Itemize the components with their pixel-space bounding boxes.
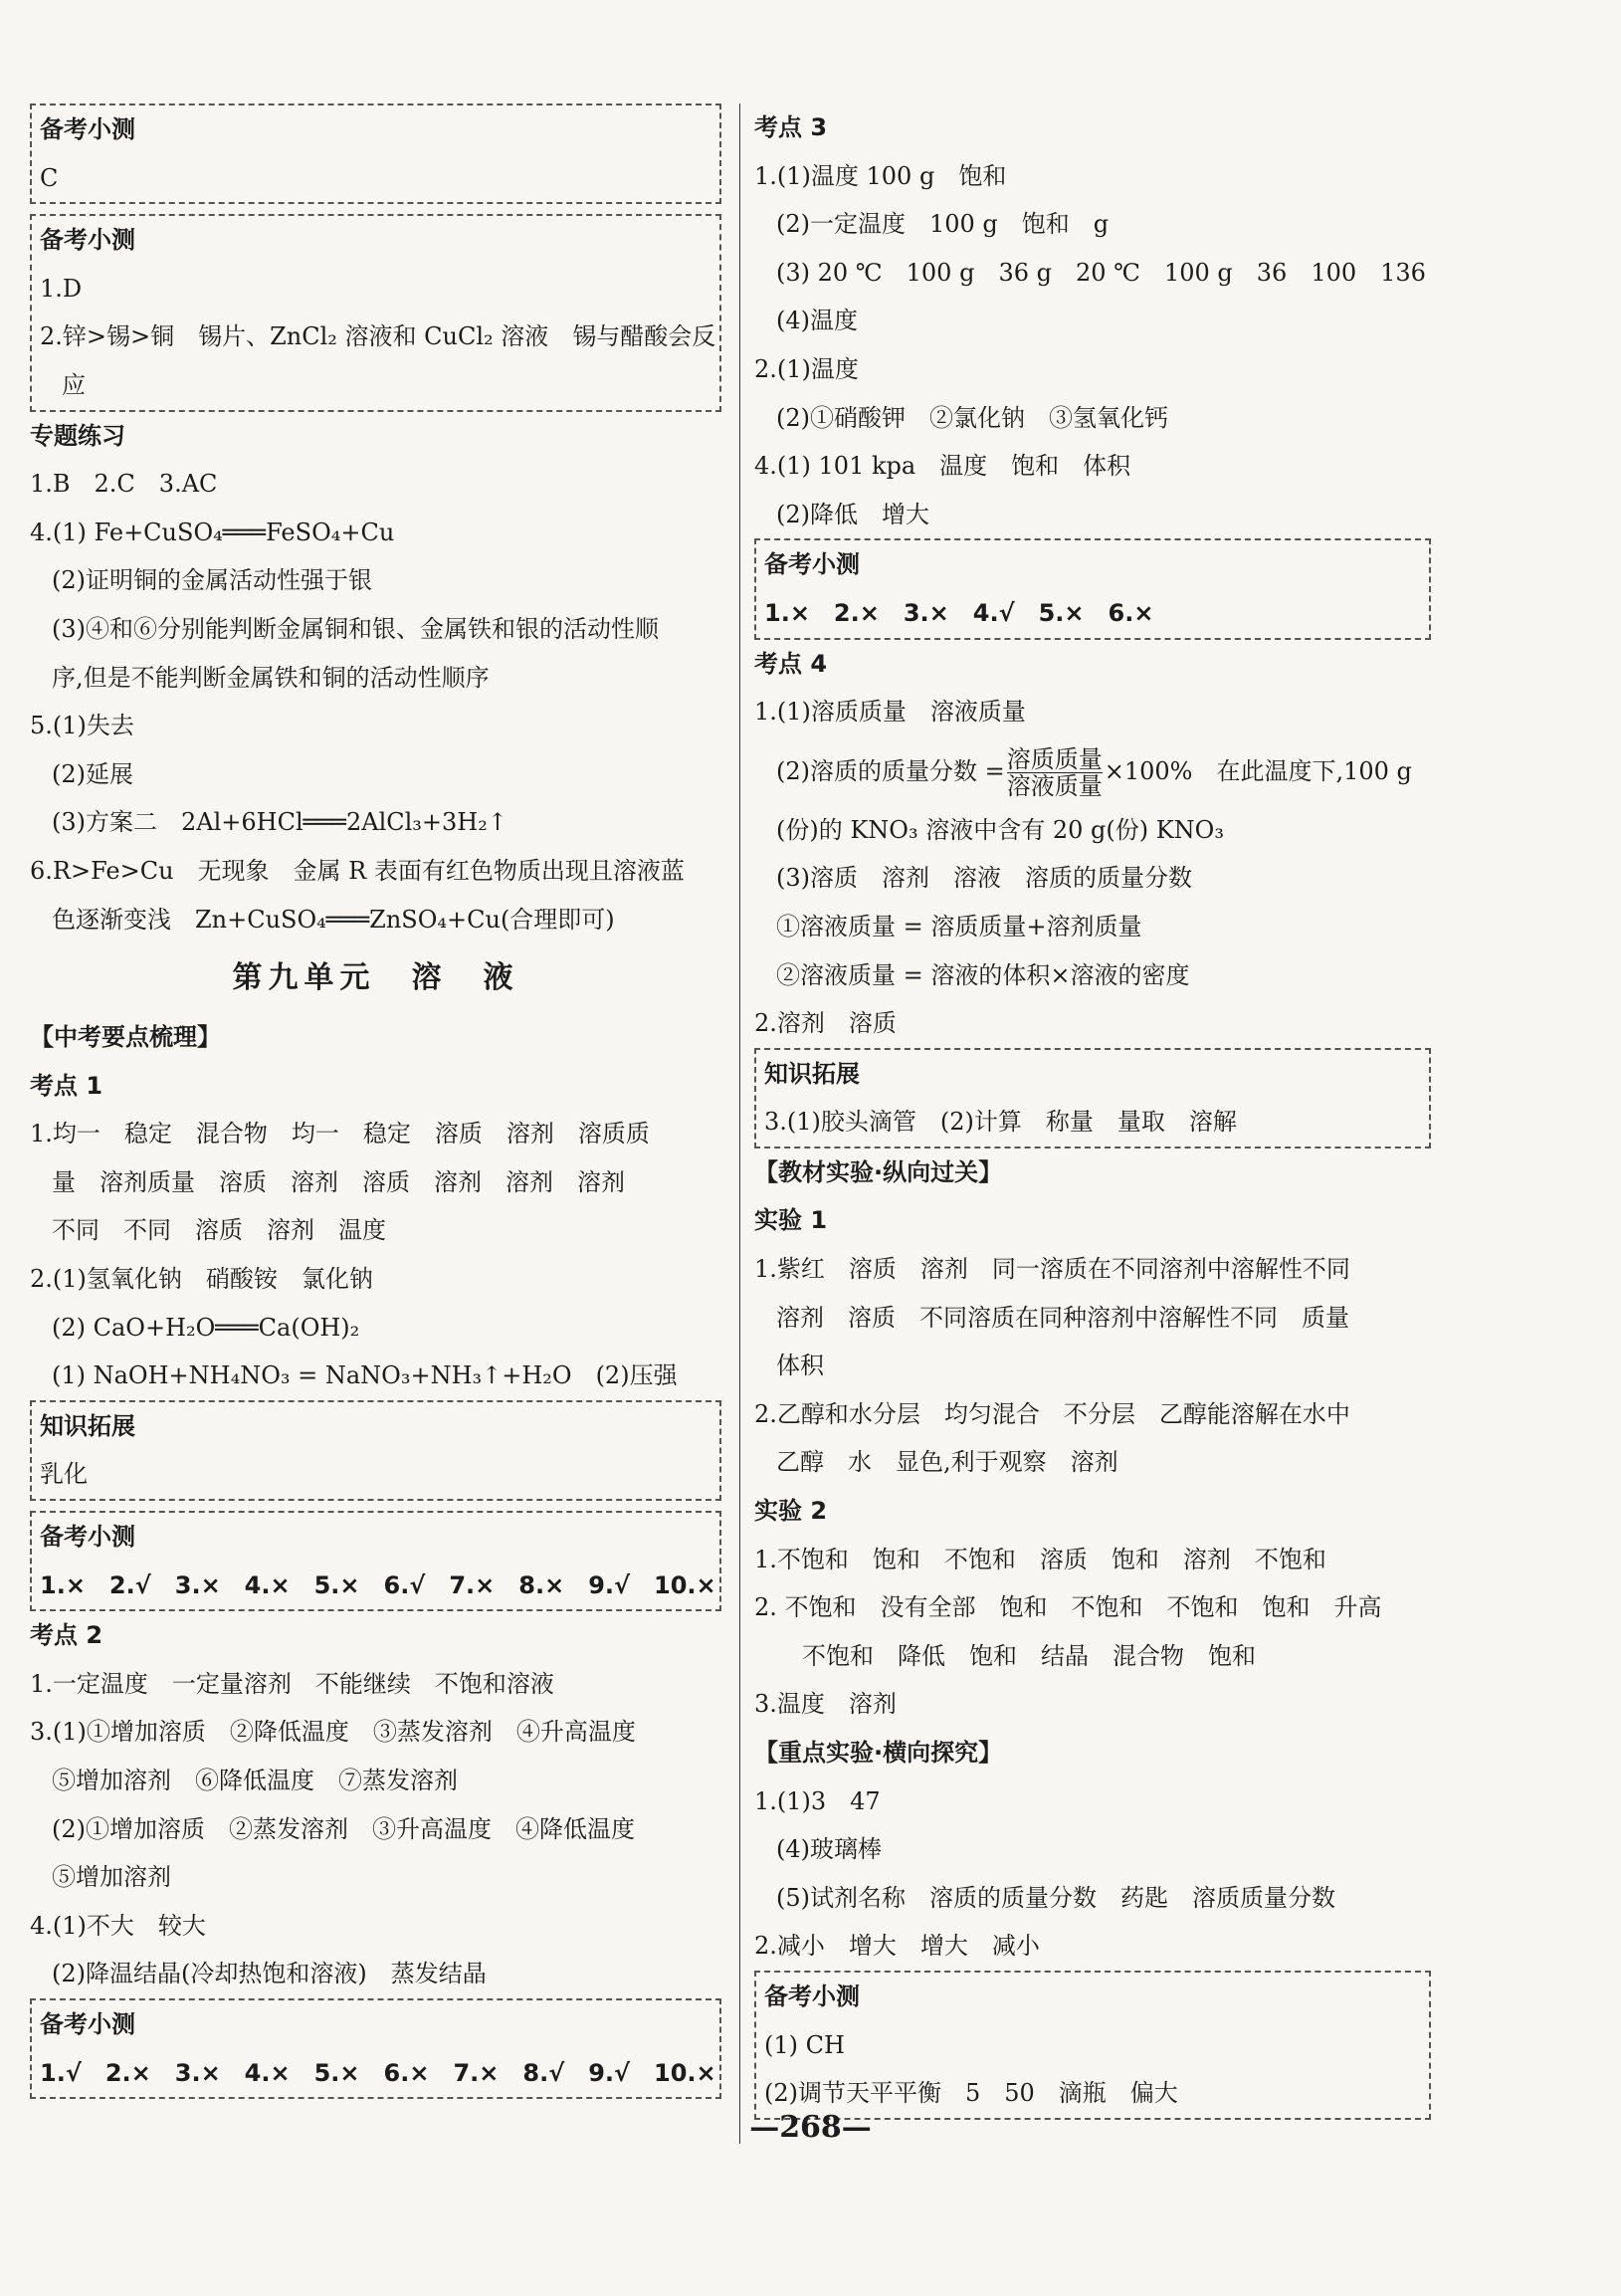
prep-quiz-box-6 — [754, 1971, 1431, 2120]
answer-line: 不饱和 降低 饱和 结晶 混合物 饱和 — [802, 1641, 1256, 1670]
box-title: 备考小测 — [40, 115, 135, 143]
answer-line: (3)溶质 溶剂 溶液 溶质的质量分数 — [776, 864, 1192, 893]
box-title: 备考小测 — [40, 226, 135, 255]
answer-line: 1.√ 2.× 3.× 4.× 5.× 6.× 7.× 8.√ 9.√ 10.× — [40, 2058, 716, 2087]
answer-line: 5.(1)失去 — [30, 712, 134, 740]
left-column — [30, 104, 721, 2099]
box-title: 知识拓展 — [40, 1411, 135, 1440]
kaodian-1 — [30, 1062, 721, 1400]
answer-line: 1.(1)3 47 — [754, 1786, 881, 1815]
kaodian-3 — [754, 104, 1456, 538]
answer-line: 2.乙醇和水分层 均匀混合 不分层 乙醇能溶解在水中 — [754, 1399, 1350, 1428]
answer-line: 1.(1)溶质质量 溶液质量 — [754, 698, 1026, 727]
kaodian-2 — [30, 1611, 721, 1998]
fraction — [1007, 746, 1103, 799]
answer-line: C — [40, 163, 59, 192]
section-title: 实验 2 — [754, 1497, 828, 1526]
answer-line: 1.均一 稳定 混合物 均一 稳定 溶质 溶剂 溶质质 — [30, 1120, 650, 1148]
answer-line: 乙醇 水 显色,利于观察 溶剂 — [776, 1448, 1118, 1477]
answer-line: (5)试剂名称 溶质的质量分数 药匙 溶质质量分数 — [776, 1883, 1335, 1912]
prep-quiz-box-2 — [30, 214, 721, 411]
answer-line: 3.(1)①增加溶质 ②降低温度 ③蒸发溶剂 ④升高温度 — [30, 1718, 636, 1747]
answer-line: 4.(1)不大 较大 — [30, 1911, 206, 1940]
answer-line: 体积 — [776, 1352, 824, 1380]
knowledge-extension-box — [30, 1400, 721, 1501]
section-title: 实验 1 — [754, 1206, 828, 1235]
answer-line: (2)证明铜的金属活动性强于银 — [52, 566, 372, 595]
answer-line: 6.R>Fe>Cu 无现象 金属 R 表面有红色物质出现且溶液蓝 — [30, 856, 685, 885]
answer-line: 量 溶剂质量 溶质 溶剂 溶质 溶剂 溶剂 溶剂 — [52, 1167, 625, 1196]
answer-line: 2.减小 增大 增大 减小 — [754, 1932, 1040, 1961]
answer-line: (2)降低 增大 — [776, 500, 929, 528]
answer-line: 3.温度 溶剂 — [754, 1690, 897, 1719]
section-title: 考点 4 — [754, 649, 828, 678]
answer-line: 1.紫红 溶质 溶剂 同一溶质在不同溶剂中溶解性不同 — [754, 1255, 1350, 1284]
answer-line: (3) 20 ℃ 100 g 36 g 20 ℃ 100 g 36 100 136 — [776, 258, 1426, 287]
answer-line: (份)的 KNO₃ 溶液中含有 20 g(份) KNO₃ — [776, 815, 1224, 844]
answer-line: 1.一定温度 一定量溶剂 不能继续 不饱和溶液 — [30, 1669, 554, 1698]
answer-line: 1.× 2.× 3.× 4.√ 5.× 6.× — [764, 598, 1154, 627]
answer-line: ⑤增加溶剂 ⑥降低温度 ⑦蒸发溶剂 — [52, 1767, 458, 1794]
answer-line: ⑤增加溶剂 — [52, 1863, 171, 1892]
answer-line: 1.× 2.√ 3.× 4.× 5.× 6.√ 7.× 8.× 9.√ 10.× — [40, 1570, 716, 1599]
fraction-line — [754, 736, 1456, 806]
prep-quiz-box-1 — [30, 104, 721, 204]
answer-line: (4)玻璃棒 — [776, 1835, 882, 1864]
answer-line: ②溶液质量 = 溶液的体积×溶液的密度 — [776, 960, 1190, 989]
answer-line: 2.溶剂 溶质 — [754, 1009, 897, 1038]
unit-title: 第九单元 溶 液 — [232, 960, 519, 996]
answer-line: 3.(1)胶头滴管 (2)计算 称量 量取 溶解 — [764, 1108, 1237, 1137]
answer-line: (1) NaOH+NH₄NO₃ = NaNO₃+NH₃↑+H₂O (2)压强 — [52, 1361, 678, 1390]
answer-line: (2)延展 — [52, 759, 133, 788]
answer-line: 序,但是不能判断金属铁和铜的活动性顺序 — [52, 663, 490, 692]
answer-line: 4.(1) Fe+CuSO₄═══FeSO₄+Cu — [30, 518, 395, 546]
answer-line: (4)温度 — [776, 307, 858, 335]
answer-line: 2.(1)温度 — [754, 354, 859, 383]
knowledge-extension-box-2 — [754, 1048, 1431, 1148]
answer-line: 4.(1) 101 kpa 温度 饱和 体积 — [754, 452, 1131, 481]
answer-line: 2.(1)氢氧化钠 硝酸铵 氯化钠 — [30, 1265, 373, 1294]
answer-line: 1.(1)温度 100 g 饱和 — [754, 161, 1007, 190]
experiment-1 — [754, 1196, 1456, 1487]
answer-line: (2)降温结晶(冷却热饱和溶液) 蒸发结晶 — [52, 1960, 487, 1988]
answer-line: 不同 不同 溶质 溶剂 温度 — [52, 1216, 386, 1245]
kaodian-4 — [754, 640, 1456, 1048]
answer-line: (3)④和⑥分别能判断金属铜和银、金属铁和银的活动性顺 — [52, 614, 659, 643]
answer-line: (2)①增加溶质 ②蒸发溶剂 ③升高温度 ④降低温度 — [52, 1814, 635, 1843]
fraction-denominator: 溶液质量 — [1006, 771, 1103, 800]
experiment-2 — [754, 1487, 1456, 1729]
answer-line: 2.锌>锡>铜 锡片、ZnCl₂ 溶液和 CuCl₂ 溶液 锡与醋酸会反 — [40, 322, 716, 351]
answer-line: (2)①硝酸钾 ②氯化钠 ③氢氧化钙 — [776, 403, 1168, 432]
answer-line: 乳化 — [40, 1460, 88, 1489]
fraction-suffix: ×100% 在此温度下,100 g — [1104, 756, 1412, 785]
answer-line: 溶剂 溶质 不同溶质在同种溶剂中溶解性不同 质量 — [776, 1303, 1349, 1332]
answer-line: (2)一定温度 100 g 饱和 g — [776, 210, 1110, 239]
section-title: 专题练习 — [30, 421, 125, 450]
answer-line: 1.D — [40, 274, 83, 303]
section-heading: 【教材实验·纵向过关】 — [754, 1157, 1003, 1186]
answer-line: (3)方案二 2Al+6HCl═══2AlCl₃+3H₂↑ — [52, 808, 507, 837]
box-title: 知识拓展 — [764, 1059, 860, 1088]
section-title: 考点 3 — [754, 113, 828, 141]
answer-line: 2. 不饱和 没有全部 饱和 不饱和 不饱和 饱和 升高 — [754, 1593, 1382, 1622]
fraction-numerator: 溶质质量 — [1006, 744, 1103, 773]
fraction-prefix: (2)溶质的质量分数 = — [776, 756, 1005, 785]
prep-quiz-box-5 — [754, 538, 1431, 639]
section-title: 考点 1 — [30, 1071, 103, 1100]
box-title: 备考小测 — [40, 2009, 135, 2038]
answer-line: (2) CaO+H₂O═══Ca(OH)₂ — [52, 1313, 360, 1342]
column-divider — [739, 104, 740, 2144]
box-title: 备考小测 — [764, 1982, 860, 2010]
answer-line: ①溶液质量 = 溶质质量+溶剂质量 — [776, 912, 1142, 940]
section-heading: 【重点实验·横向探究】 — [754, 1739, 1003, 1767]
section-heading: 【中考要点梳理】 — [30, 1023, 221, 1052]
right-column — [754, 104, 1456, 2120]
box-title: 备考小测 — [40, 1523, 135, 1552]
answer-line: 色逐渐变浅 Zn+CuSO₄═══ZnSO₄+Cu(合理即可) — [52, 905, 615, 934]
page-number: —268— — [749, 2110, 872, 2145]
answer-line: (2)调节天平平衡 5 50 滴瓶 偏大 — [764, 2079, 1178, 2108]
section-title: 考点 2 — [30, 1621, 103, 1650]
topic-practice — [30, 412, 721, 944]
answer-line: (1) CH — [764, 2030, 845, 2059]
prep-quiz-box-3 — [30, 1511, 721, 1611]
prep-quiz-box-4 — [30, 1998, 721, 2099]
box-title: 备考小测 — [764, 550, 860, 579]
answer-line: 1.不饱和 饱和 不饱和 溶质 饱和 溶剂 不饱和 — [754, 1545, 1326, 1573]
answer-line: 应 — [62, 370, 86, 399]
answer-line: 1.B 2.C 3.AC — [30, 470, 218, 499]
key-experiment — [754, 1777, 1456, 1971]
